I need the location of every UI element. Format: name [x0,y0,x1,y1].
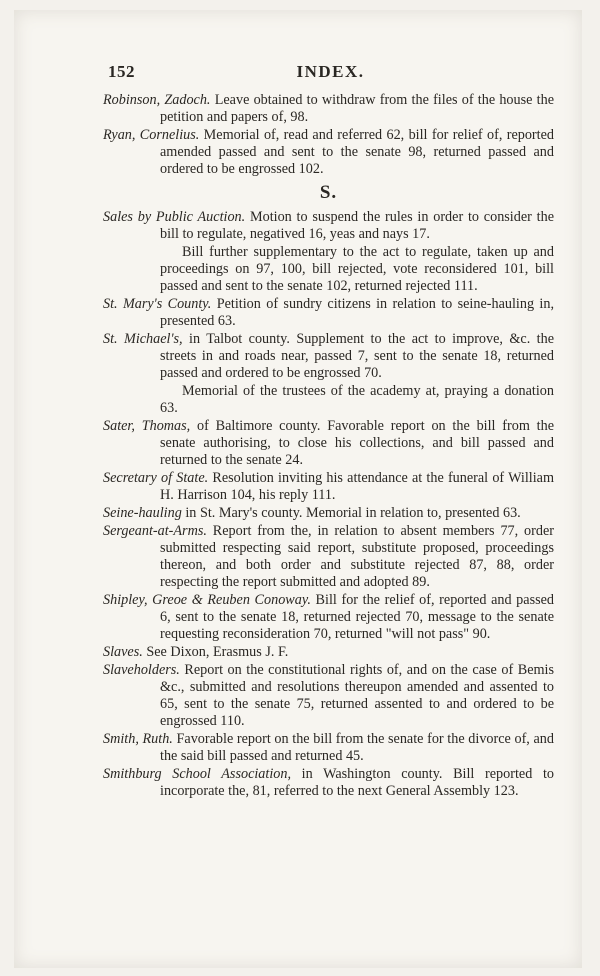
index-entry [103,244,554,295]
entry-text: Leave obtained to withdraw from the files of the house the petition and papers of, 98. [160,92,554,125]
section-letter: S. [319,182,338,203]
entry-name: St. Michael's, [103,331,183,347]
entry-name: Seine-hauling [103,505,182,521]
entry-name: Sater, Thomas, [103,418,191,434]
entry-text: of Baltimore county. Favorable report on the bill from the senate authorising, to close his collections, and bill passed and returned to the senate 24. [160,418,555,468]
index-entry [103,331,554,382]
index-entry [103,662,554,730]
entry-name: Shipley, Greoe & Reuben Conoway. [103,592,311,608]
index-entry [103,296,554,330]
entry-text: Petition of sundry citizens in relation to seine-hauling in, presented 63. [160,296,554,329]
entry-name: Smith, Ruth. [103,731,173,747]
entry-text: Memorial of, read and referred 62, bill for relief of, reported amended passed and sent to the senate 98, returned passed and ordered to be engrossed 102. [160,127,554,177]
index-entry [103,127,554,178]
entry-text: Bill further supplementary to the act to regulate, taken up and proceedings on 97, 100, bill rejected, vote reconsidered 101, bill passed and sent to the senate 102, returned rejected 111. [160,244,554,294]
index-entry [103,92,554,126]
page-number: 152 [108,62,135,81]
index-entry [103,766,554,800]
entry-text: Memorial of the trustees of the academy at, praying a donation 63. [160,383,554,416]
entry-name: Smithburg School Association, [103,766,292,782]
entry-text: in Washington county. Bill reported to incorporate the, 81, referred to the next General Assembly 123. [160,766,554,799]
index-entry [103,592,554,643]
page-title: INDEX. [296,62,365,81]
entry-text: See Dixon, Erasmus J. F. [142,644,289,660]
entry-name: Slaveholders. [103,662,180,678]
index-entry [103,470,554,504]
entry-text: Bill for the relief of, reported and passed 6, sent to the senate 18, returned rejected 70, message to the senate requesting reconsideration 70, returned "will not pass" 90. [160,592,555,642]
entry-text: Report on the constitutional rights of, and on the case of Bemis &c., submitted and resolutions thereupon amended and assented to 65, sent to the senate 75, returned assented to and ordered to be engrossed 110. [160,662,554,729]
index-entry [103,418,554,469]
entry-name: Slaves. [103,644,143,660]
entry-text: Motion to suspend the rules in order to consider the bill to regulate, negatived 16, yeas and nays 17. [160,209,554,242]
entries-r [103,92,554,178]
entry-name: St. Mary's County. [103,296,212,312]
entry-name: Robinson, Zadoch. [103,92,211,108]
entry-text: in Talbot county. Supplement to the act to improve, &c. the streets in and roads near, passed 7, sent to the senate 18, returned passed and ordered to be engrossed 70. [160,331,554,381]
entry-name: Sergeant-at-Arms. [103,523,207,539]
index-entry [103,523,554,591]
running-header [108,62,553,86]
entry-name: Secretary of State. [103,470,209,486]
index-entry [103,644,554,661]
entry-text: Favorable report on the bill from the senate for the divorce of, and the said bill passed and returned 45. [160,731,554,764]
index-entry [103,209,554,243]
entry-text: in St. Mary's county. Memorial in relation to, presented 63. [181,505,521,521]
index-entry [103,731,554,765]
entry-text: Resolution inviting his attendance at the funeral of William H. Harrison 104, his reply 111. [160,470,554,503]
entries-s [103,209,554,800]
index-content [103,92,554,801]
entry-text: Report from the, in relation to absent members 77, order submitted respecting said report, substitute proposed, proceedings thereon, and both order and substitute rejected 87, 88, order respecting the report submitted and adopted 89. [160,523,554,590]
index-entry [103,383,554,417]
index-entry [103,505,554,522]
entry-name: Sales by Public Auction. [103,209,246,225]
entry-name: Ryan, Cornelius. [103,127,200,143]
